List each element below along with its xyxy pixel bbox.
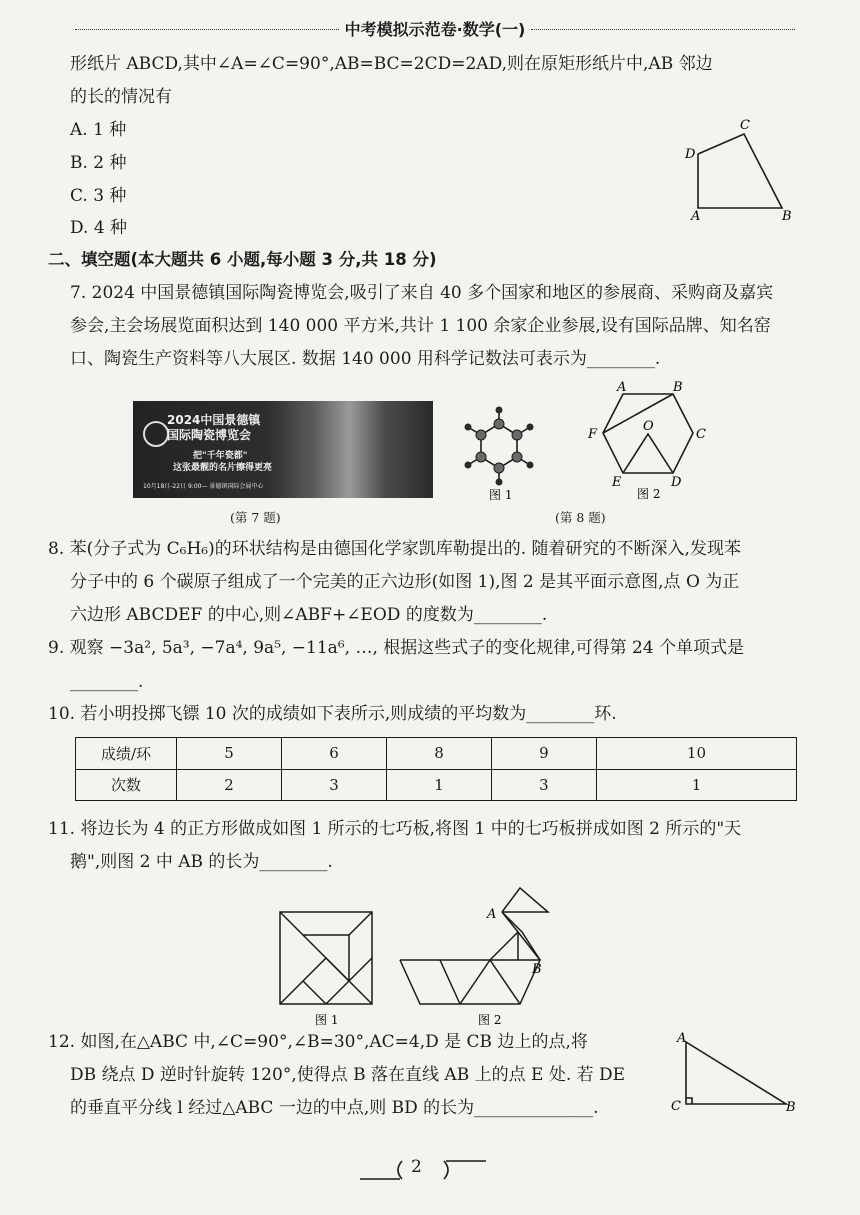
q11-label-b: B <box>532 962 542 977</box>
q11-fig2-label: 图 2 <box>478 1013 502 1027</box>
table-cell: 9 <box>491 738 596 770</box>
table-cell: 10 <box>596 738 796 770</box>
photo-text-3: 把"千年瓷都" <box>193 451 248 461</box>
q7-line-1: 7. 2024 中国景德镇国际陶瓷博览会,吸引了来自 40 多个国家和地区的参展商、采购商及嘉宾 <box>70 283 774 303</box>
q6-quadrilateral-figure <box>680 112 800 224</box>
q8-label-c: C <box>696 427 706 442</box>
page-header <box>75 14 795 42</box>
table-cell: 6 <box>281 738 386 770</box>
q8-caption: (第 8 题) <box>555 510 606 525</box>
q12-triangle-figure <box>668 1028 803 1118</box>
table-cell: 8 <box>386 738 491 770</box>
q6-option-a: A. 1 种 <box>70 120 127 140</box>
q8-label-d: D <box>671 475 682 490</box>
q7-expo-photo <box>133 401 433 498</box>
q8-fig1-label: 图 1 <box>489 488 513 502</box>
q12-label-b: B <box>786 1100 796 1115</box>
q6-label-c: C <box>740 118 750 133</box>
q11-tangram-figures <box>270 880 600 1030</box>
q7-line-2: 参会,主会场展览面积达到 140 000 平方米,共计 1 100 余家企业参展,设有国际品牌、知名窑 <box>70 316 771 336</box>
table-cell: 1 <box>386 769 491 801</box>
header-title: 中考模拟示范卷·数学(一) <box>344 19 526 39</box>
photo-text-1: 2024中国景德镇 <box>167 413 261 427</box>
q8-fig2-label: 图 2 <box>637 487 661 501</box>
q6-option-b: B. 2 种 <box>70 153 127 173</box>
table-cell: 1 <box>596 769 796 801</box>
table-cell: 2 <box>177 769 282 801</box>
q6-label-b: B <box>782 209 792 224</box>
table-cell: 3 <box>281 769 386 801</box>
q12-label-c: C <box>671 1099 681 1114</box>
table-cell: 次数 <box>76 769 177 801</box>
page-number-text: 2 <box>411 1157 422 1177</box>
q12-line-2: DB 绕点 D 逆时针旋转 120°,使得点 B 落在直线 AB 上的点 E 处. 若 DE <box>70 1065 626 1085</box>
q6-line-1: 形纸片 ABCD,其中∠A=∠C=90°,AB=BC=2CD=2AD,则在原矩形纸片中,AB 邻边 <box>70 54 713 74</box>
q6-line-2: 的长的情况有 <box>70 87 172 107</box>
table-row <box>76 769 797 801</box>
q10-line-1: 10. 若小明投掷飞镖 10 次的成绩如下表所示,则成绩的平均数为________环. <box>48 704 617 724</box>
photo-text-4: 这张最靓的名片擦得更亮 <box>173 463 273 473</box>
q9-line-2: ________. <box>70 672 144 692</box>
q7-line-3: 口、陶瓷生产资料等八大展区. 数据 140 000 用科学记数法可表示为________. <box>70 349 661 369</box>
table-row <box>76 738 797 770</box>
q11-label-a: A <box>487 907 497 922</box>
table-cell: 成绩/环 <box>76 738 177 770</box>
page-number-bracket-icon <box>360 1155 490 1185</box>
photo-text-2: 国际陶瓷博览会 <box>167 428 252 442</box>
q8-label-e: E <box>612 475 622 490</box>
q8-benzene-figure <box>455 402 555 502</box>
q12-line-1: 12. 如图,在△ABC 中,∠C=90°,∠B=30°,AC=4,D 是 CB 边上的点,将 <box>48 1032 588 1052</box>
q6-option-d: D. 4 种 <box>70 218 128 238</box>
q9-line-1: 9. 观察 −3a², 5a³, −7a⁴, 9a⁵, −11a⁶, …, 根据这些式子的变化规律,可得第 24 个单项式是 <box>48 638 745 658</box>
q8-line-1: 8. 苯(分子式为 C₆H₆)的环状结构是由德国化学家凯库勒提出的. 随着研究的不断深入,发现苯 <box>48 539 741 559</box>
table-cell: 3 <box>491 769 596 801</box>
header-rule-left <box>75 29 339 30</box>
q8-label-a: A <box>617 380 627 395</box>
q8-label-o: O <box>643 419 654 434</box>
q8-label-f: F <box>588 427 598 442</box>
q8-label-b: B <box>673 380 683 395</box>
q8-hexagon-figure <box>585 376 715 501</box>
q6-label-d: D <box>685 147 696 162</box>
q8-line-3: 六边形 ABCDEF 的中心,则∠ABF+∠EOD 的度数为________. <box>70 605 548 625</box>
q6-option-c: C. 3 种 <box>70 186 127 206</box>
q12-label-a: A <box>677 1031 687 1046</box>
q8-line-2: 分子中的 6 个碳原子组成了一个完美的正六边形(如图 1),图 2 是其平面示意图,点 O 为正 <box>70 572 740 592</box>
q11-line-2: 鹅",则图 2 中 AB 的长为________. <box>70 852 333 872</box>
q10-score-table <box>75 737 797 801</box>
q6-label-a: A <box>691 209 701 224</box>
q7-caption: (第 7 题) <box>230 510 281 525</box>
table-cell: 5 <box>177 738 282 770</box>
expo-logo-icon <box>143 421 169 447</box>
header-rule-right <box>531 29 795 30</box>
q11-line-1: 11. 将边长为 4 的正方形做成如图 1 所示的七巧板,将图 1 中的七巧板拼成如图 2 所示的"天 <box>48 819 742 839</box>
page-number <box>360 1155 490 1185</box>
section-title-fill-blank: 二、填空题(本大题共 6 小题,每小题 3 分,共 18 分) <box>48 250 437 269</box>
q12-line-3: 的垂直平分线 l 经过△ABC 一边的中点,则 BD 的长为______________. <box>70 1098 599 1118</box>
photo-text-5: 10月18日-22日 9:00— 景德镇国际会展中心 <box>143 483 264 490</box>
q11-fig1-label: 图 1 <box>315 1013 339 1027</box>
